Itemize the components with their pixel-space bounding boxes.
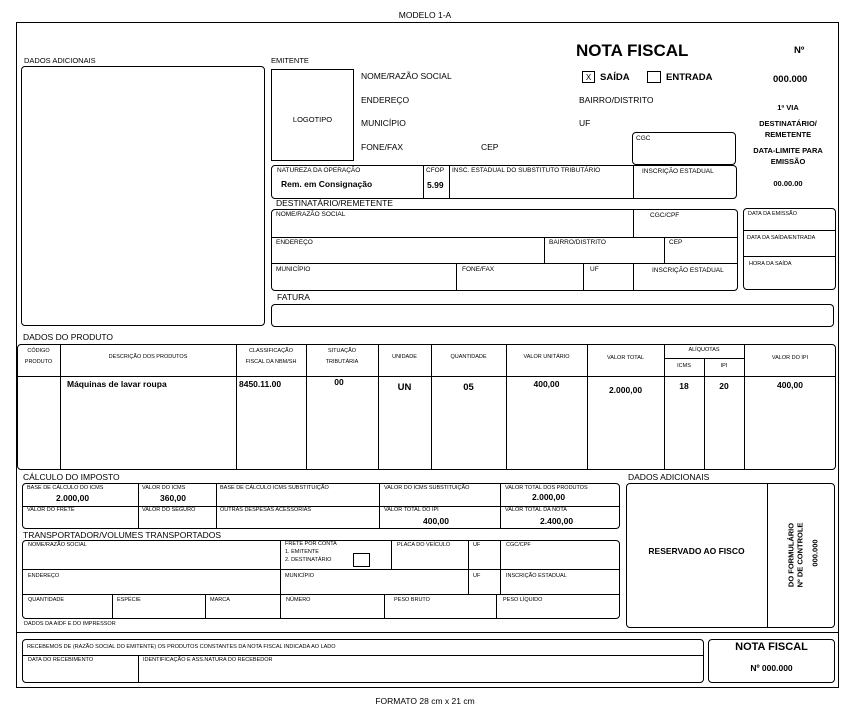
cfop-label: CFOP (426, 167, 445, 174)
via-dest-2: REMETENTE (764, 130, 812, 139)
vol-numero-label: NÚMERO (286, 597, 311, 603)
transp-uf-label: UF (473, 542, 481, 548)
emitente-cep-label: CEP (481, 142, 499, 152)
vol-quantidade-label: QUANTIDADE (28, 597, 65, 603)
col-icms: ICMS (677, 363, 691, 369)
dest-uf-label: UF (590, 266, 599, 273)
controle-numero: 000.000 (810, 539, 820, 567)
col-valor-ipi: VALOR DO IPI (771, 355, 809, 361)
total-nota-label: VALOR TOTAL DA NOTA (505, 507, 567, 513)
numero-label: Nº (794, 45, 805, 56)
saida-checkbox[interactable]: X (582, 71, 595, 83)
base-icms-value: 2.000,00 (56, 493, 90, 503)
data-emissao-label: DATA DA EMISSÃO (748, 211, 798, 217)
via-label: 1ª VIA (777, 103, 799, 112)
item-aliq-ipi: 20 (719, 381, 729, 391)
emitente-cgc-label: CGC (636, 135, 651, 142)
frete-emitente-label: 1. EMITENTE (285, 549, 319, 555)
hora-saida-label: HORA DA SAÍDA (749, 261, 792, 267)
col-descricao: DESCRIÇÃO DOS PRODUTOS (108, 354, 188, 360)
frete-checkbox[interactable] (353, 553, 370, 567)
data-limite-1: DATA-LIMITE PARA (753, 146, 823, 155)
dest-bairro-label: BAIRRO/DISTRITO (549, 239, 606, 246)
col-quantidade: QUANTIDADE (450, 354, 487, 360)
col-unidade: UNIDADE (392, 354, 417, 360)
col-codigo-1: CÓDIGO (27, 348, 50, 354)
datas-box (743, 208, 836, 290)
col-codigo-2: PRODUTO (24, 359, 53, 365)
valor-icms-value: 360,00 (160, 493, 186, 503)
canhoto-recebemos: RECEBEMOS DE (RAZÃO SOCIAL DO EMITENTE) OS PRODUTOS CONSTANTES DA NOTA FISCAL INDICADA AO LADO (27, 644, 336, 650)
col-situacao-2: TRIBUTÁRIA (325, 359, 359, 365)
item-valor-ipi: 400,00 (777, 380, 803, 390)
emitente-uf-label: UF (579, 118, 591, 128)
fatura-box[interactable] (271, 304, 834, 327)
item-unidade: UN (397, 382, 412, 393)
canhoto-data-label: DATA DO RECEBIMENTO (28, 657, 94, 663)
item-classificacao: 8450.11.00 (239, 379, 282, 389)
dest-insc-label: INSCRIÇÃO ESTADUAL (652, 267, 724, 274)
vol-peso-liquido-label: PESO LÍQUIDO (503, 597, 543, 603)
dados-adicionais-bottom-title: DADOS ADICIONAIS (628, 472, 710, 482)
nota-fiscal-title: NOTA FISCAL (576, 41, 689, 60)
canhoto-nota-fiscal: NOTA FISCAL (735, 641, 808, 653)
frete-label: VALOR DO FRETE (27, 507, 75, 513)
frete-destinatario-label: 2. DESTINATÁRIO (285, 557, 332, 563)
item-valor-total: 2.000,00 (608, 385, 643, 395)
dest-municipio-label: MUNICÍPIO (276, 266, 311, 273)
controle-label-2: DO FORMULÁRIO (786, 522, 796, 588)
col-classif-2: FISCAL DA NBM/SH (245, 359, 297, 365)
base-icms-label: BASE DE CÁLCULO DO ICMS (27, 485, 104, 491)
col-valor-total: VALOR TOTAL (607, 355, 644, 361)
data-saida-label: DATA DA SAÍDA/ENTRADA (747, 235, 816, 241)
fatura-label: FATURA (277, 292, 310, 302)
total-nota-value: 2.400,00 (540, 516, 574, 526)
transp-municipio-label: MUNICÍPIO (285, 573, 315, 579)
via-dest-1: DESTINATÁRIO/ (759, 119, 817, 128)
produto-title: DADOS DO PRODUTO (23, 332, 114, 342)
item-descricao: Máquinas de lavar roupa (67, 379, 167, 389)
emitente-municipio-label: MUNICÍPIO (361, 118, 406, 128)
logotipo-label: LOGOTIPO (292, 115, 333, 124)
valor-subst-label: VALOR DO ICMS SUBSTITUIÇÃO (384, 485, 470, 491)
col-classif-1: CLASSIFICAÇÃO (248, 348, 293, 354)
seguro-label: VALOR DO SEGURO (142, 507, 196, 513)
modelo-label: MODELO 1-A (398, 10, 452, 20)
total-produtos-value: 2.000,00 (532, 492, 566, 502)
col-valor-unitario: VALOR UNITÁRIO (523, 354, 570, 360)
total-produtos-label: VALOR TOTAL DOS PRODUTOS (505, 485, 588, 491)
item-valor-unitario: 400,00 (533, 379, 560, 389)
dest-endereco-label: ENDEREÇO (276, 239, 313, 246)
valor-icms-label: VALOR DO ICMS (142, 485, 186, 491)
imposto-title: CÁLCULO DO IMPOSTO (23, 472, 120, 482)
dest-fone-label: FONE/FAX (462, 266, 495, 273)
emitente-nome-label: NOME/RAZÃO SOCIAL (361, 71, 452, 81)
item-quantidade: 05 (463, 382, 474, 393)
data-limite-valor: 00.00.00 (773, 179, 803, 188)
emitente-endereco-label: ENDEREÇO (361, 95, 410, 105)
base-subst-label: BASE DE CÁLCULO ICMS SUBSTITUIÇÃO (220, 485, 329, 491)
formato-label: FORMATO 28 cm x 21 cm (375, 696, 475, 706)
transp-nome-label: NOME/RAZÃO SOCIAL (28, 542, 87, 548)
outras-label: OUTRAS DESPESAS ACESSÓRIAS (220, 507, 312, 513)
insc-substituto-label: INSC. ESTADUAL DO SUBSTITUTO TRIBUTÁRIO (452, 167, 601, 174)
col-aliquotas: ALÍQUOTAS (688, 347, 720, 353)
entrada-checkbox[interactable] (647, 71, 661, 83)
frete-conta-label: FRETE POR CONTA (285, 541, 337, 547)
cfop-value: 5.99 (427, 180, 444, 190)
vol-marca-label: MARCA (210, 597, 230, 603)
insc-estadual-label: INSCRIÇÃO ESTADUAL (642, 168, 714, 175)
transp-endereco-label: ENDEREÇO (28, 573, 60, 579)
natureza-label: NATUREZA DA OPERAÇÃO (277, 167, 361, 174)
canhoto-identificacao-label: IDENTIFICAÇÃO E ASS.NATURA DO RECEBEDOR (143, 657, 273, 663)
entrada-label: ENTRADA (666, 72, 713, 83)
emitente-bairro-label: BAIRRO/DISTRITO (579, 95, 654, 105)
emitente-fone-label: FONE/FAX (361, 142, 404, 152)
impressor-label: DADOS DA AIDF E DO IMPRESSOR (24, 621, 116, 627)
placa-label: PLACA DO VEÍCULO (397, 542, 451, 548)
item-aliq-icms: 18 (679, 381, 689, 391)
vol-especie-label: ESPÉCIE (117, 597, 141, 603)
dados-adicionais-top-box[interactable] (21, 66, 265, 326)
dest-nome-label: NOME/RAZÃO SOCIAL (276, 211, 346, 218)
destinatario-box (271, 209, 738, 291)
dados-adicionais-top-label: DADOS ADICIONAIS (24, 56, 96, 65)
total-ipi-label: VALOR TOTAL DO IPI (384, 507, 439, 513)
produto-table (17, 344, 836, 470)
canhoto-numero: Nº 000.000 (750, 663, 793, 673)
dest-cgc-label: CGC/CPF (650, 212, 680, 219)
transp-insc-label: INSCRIÇÃO ESTADUAL (506, 573, 567, 579)
destinatario-title: DESTINATÁRIO/REMETENTE (276, 198, 393, 208)
transp-cgc-label: CGC/CPF (506, 542, 531, 548)
vol-peso-bruto-label: PESO BRUTO (394, 597, 430, 603)
total-ipi-value: 400,00 (423, 516, 449, 526)
data-limite-2: EMISSÃO (770, 157, 806, 166)
transportador-title: TRANSPORTADOR/VOLUMES TRANSPORTADOS (23, 530, 222, 540)
controle-label-1: Nº DE CONTROLE (795, 522, 805, 588)
numero-value: 000.000 (773, 74, 808, 85)
reservado-fisco-label: RESERVADO AO FISCO (648, 546, 745, 556)
col-situacao-1: SITUAÇÃO (327, 348, 357, 354)
natureza-value: Rem. em Consignação (281, 179, 373, 189)
transp-uf2-label: UF (473, 573, 481, 579)
emitente-label: EMITENTE (271, 56, 309, 65)
col-ipi: IPI (720, 363, 728, 369)
dest-cep-label: CEP (669, 239, 683, 246)
saida-label: SAÍDA (600, 72, 630, 83)
item-situacao: 00 (334, 377, 344, 387)
